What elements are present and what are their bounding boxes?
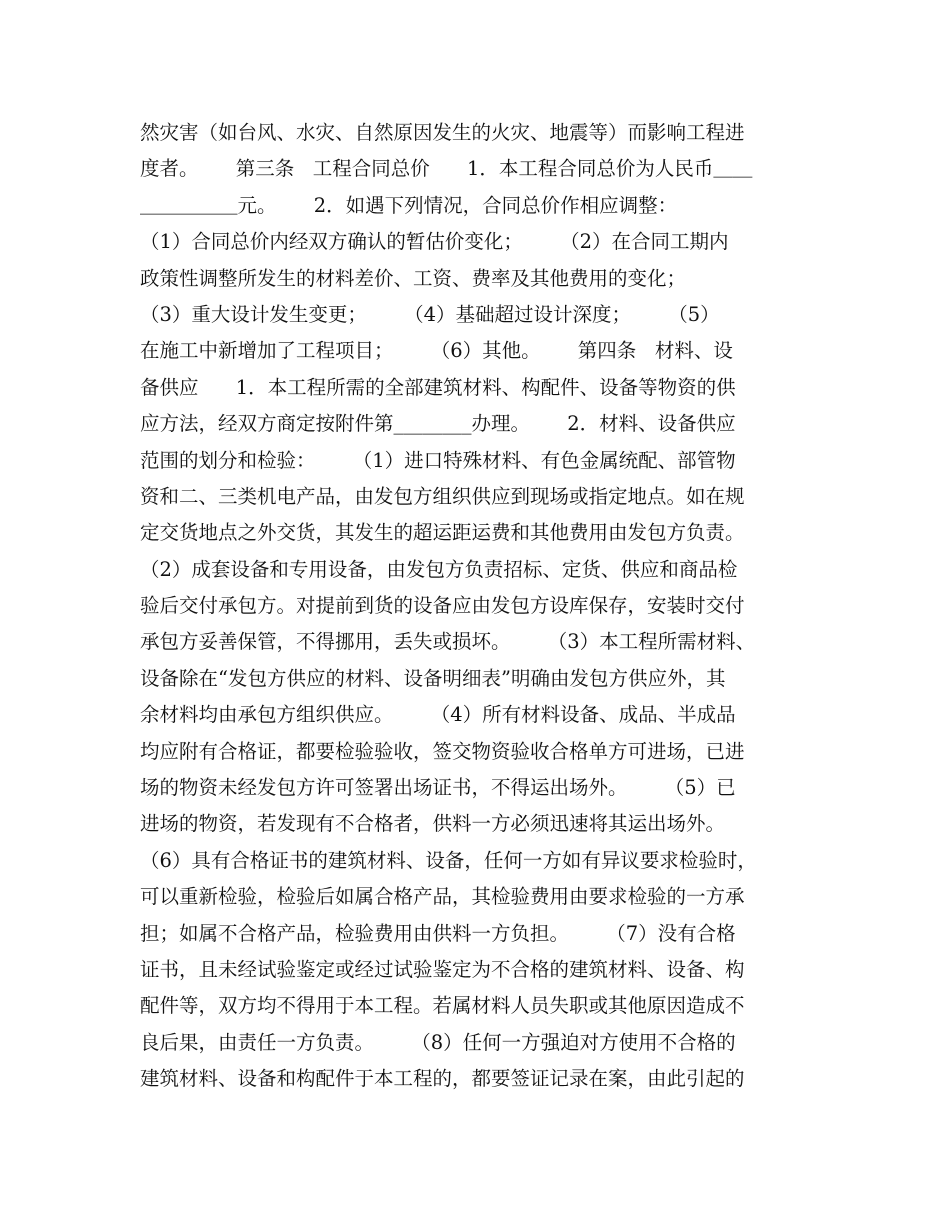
text-line: 度者。 第三条 工程合同总价 1．本工程合同总价为人民币＿＿ [140, 157, 753, 181]
text-line: （2）成套设备和专用设备，由发包方负责招标、定货、供应和商品检 [140, 557, 738, 581]
text-line: 进场的物资，若发现有不合格者，供料一方必须迅速将其运出场外。 [140, 812, 726, 836]
text-line: 定交货地点之外交货，其发生的超运距运费和其他费用由发包方负责。 [140, 521, 745, 545]
text-line: 政策性调整所发生的材料差价、工资、费率及其他费用的变化； [140, 266, 687, 290]
text-line: ＿＿＿＿＿元。 2．如遇下列情况，合同总价作相应调整： [140, 193, 678, 217]
text-line: 备供应 1．本工程所需的全部建筑材料、构配件、设备等物资的供 [140, 375, 736, 399]
text-line: 可以重新检验，检验后如属合格产品，其检验费用由要求检验的一方承 [140, 885, 745, 909]
text-line: 担；如属不合格产品，检验费用由供料一方负担。 （7）没有合格 [140, 921, 736, 945]
text-line: 场的物资未经发包方许可签署出场证书，不得运出场外。 （5）已 [140, 776, 736, 800]
text-line: 配件等，双方均不得用于本工程。若属材料人员失职或其他原因造成不 [140, 994, 745, 1018]
text-line: 设备除在“发包方供应的材料、设备明细表”明确由发包方供应外，其 [140, 666, 726, 690]
text-line: 建筑材料、设备和构配件于本工程的，都要签证记录在案，由此引起的 [140, 1067, 745, 1091]
text-line: 范围的划分和检验： （1）进口特殊材料、有色金属统配、部管物 [140, 448, 736, 472]
text-line: 良后果，由责任一方负责。 （8）任何一方强迫对方使用不合格的 [140, 1030, 736, 1054]
text-line: 承包方妥善保管，不得挪用，丢失或损坏。 （3）本工程所需材料、 [140, 630, 756, 654]
text-line: 资和二、三类机电产品，由发包方组织供应到现场或指定地点。如在规 [140, 484, 745, 508]
text-line: 在施工中新增加了工程项目； （6）其他。 第四条 材料、设 [140, 339, 733, 363]
text-line: （3）重大设计发生变更； （4）基础超过设计深度； （5） [140, 302, 720, 326]
text-line: 然灾害（如台风、水灾、自然原因发生的火灾、地震等）而影响工程进 [140, 121, 745, 144]
text-line: 应方法，经双方商定按附件第________办理。 2．材料、设备供应 [140, 412, 736, 436]
text-line: （6）具有合格证书的建筑材料、设备，任何一方如有异议要求检验时， [140, 848, 757, 872]
text-line: （1）合同总价内经双方确认的暂估价变化； （2）在合同工期内 [140, 230, 729, 254]
text-line: 余材料均由承包方组织供应。 （4）所有材料设备、成品、半成品 [140, 703, 736, 727]
text-line: 验后交付承包方。对提前到货的设备应由发包方设库保存，安装时交付 [140, 594, 745, 618]
text-line: 均应附有合格证，都要检验验收，签交物资验收合格单方可进场，已进 [140, 739, 745, 763]
text-line: 证书，且未经试验鉴定或经过试验鉴定为不合格的建筑材料、设备、构 [140, 957, 745, 981]
body-text [140, 115, 820, 1098]
